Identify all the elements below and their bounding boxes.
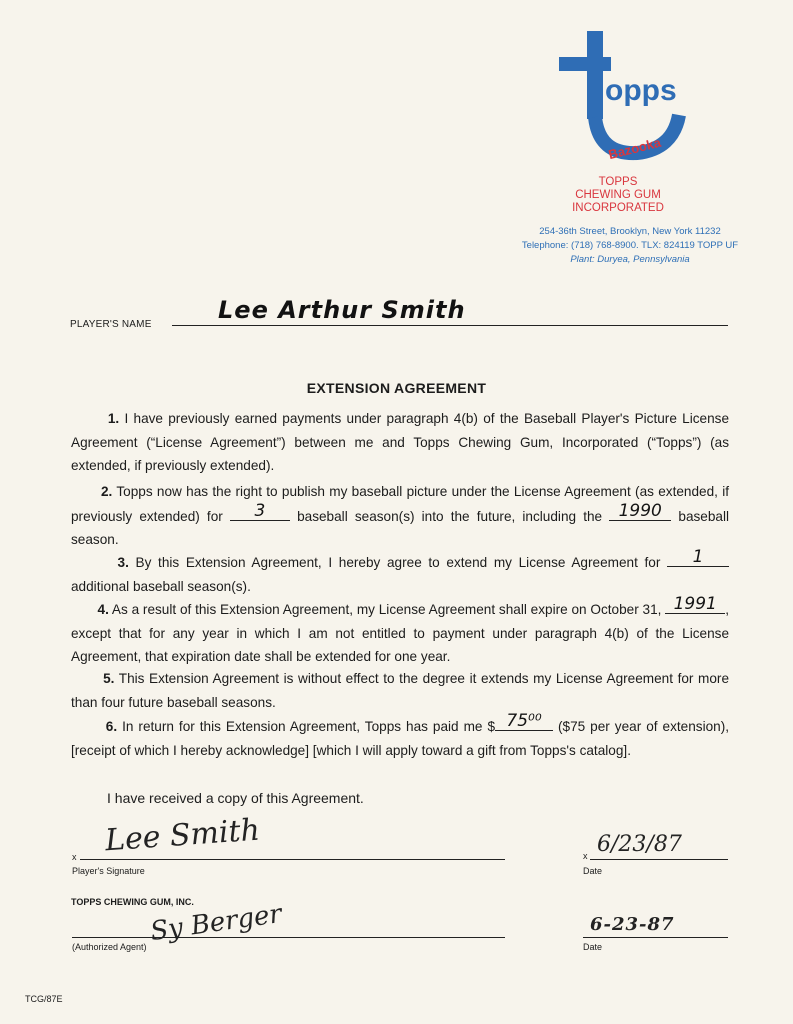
paragraph-4-text-b: , except that for any year in which I am not entitled to payment under paragraph 4(b) of the License Agreement, that expiration date shall be extended for one year. [71,602,730,664]
paragraph-2-text-b: baseball season(s) into the future, including the [297,508,603,524]
paragraph-3-text-a: By this Extension Agreement, I hereby agree to extend my License Agreement for [135,555,661,570]
receipt-statement: I have received a copy of this Agreement. [107,790,364,806]
agreement-title: EXTENSION AGREEMENT [306,380,487,396]
paragraph-1-text: I have previously earned payments under paragraph 4(b) of the Baseball Player's Picture License Agreement (“License Agreement”) between me and Topps Chewing Gum, Incorporated (“Topps”) (as extended, if previously extended). [71,411,729,473]
company-name-line-1: TOPPS [598,176,638,188]
logo-opps-text: opps [605,74,677,107]
authorized-agent-label: (Authorized Agent) [72,942,147,952]
agent-date-line[interactable] [583,937,728,938]
form-code: TCG/87E [25,994,63,1004]
paragraph-4-text-a: As a result of this Extension Agreement, my License Agreement shall expire on October 31, [111,602,662,617]
paragraph-3-number: 3. [117,555,129,570]
seasons-remaining-value: 3 [254,500,266,521]
player-signature-label: Player's Signature [72,866,145,876]
paragraph-5-text: This Extension Agreement is without effect to the degree it extends my License Agreement for more than four future baseball seasons. [71,671,730,710]
company-name-line-3: INCORPORATED [572,202,664,214]
company-signature-label: TOPPS CHEWING GUM, INC. [71,897,194,907]
company-telephone: Telephone: (718) 768-8900. TLX: 824119 TOPP UF [521,240,739,251]
paragraph-5-number: 5. [103,671,115,686]
paragraph-1-number: 1. [107,411,120,426]
topps-bazooka-logo [555,25,695,175]
agent-signature-handwritten: Sy Berger [148,898,284,948]
company-name-block [560,176,676,215]
paragraph-4 [71,594,730,669]
player-name-label: PLAYER'S NAME [70,319,152,330]
agent-signature-line[interactable] [72,937,505,938]
player-signature-handwritten: Lee Smith [103,812,261,859]
including-season-value: 1990 [618,500,662,521]
player-signature-line[interactable] [80,859,505,860]
player-name-line [172,325,728,326]
including-season-field [609,500,671,521]
company-name-line-2: CHEWING GUM [575,189,661,201]
agent-date-label: Date [583,942,603,952]
paragraph-3 [71,547,729,598]
player-date-label: Date [583,866,603,876]
player-date-x-mark: x [583,851,588,861]
paragraph-2-text-a: Topps now has the right to publish my baseball picture under the License Agreement (as extended, if previously extended) for [71,484,730,524]
additional-seasons-value: 1 [692,547,704,567]
paragraph-4-number: 4. [97,602,109,617]
company-plant: Plant: Duryea, Pennsylvania [570,254,690,265]
player-date-line[interactable] [590,859,728,860]
company-address: 254-36th Street, Brooklyn, New York 11232 [539,226,721,237]
agent-date-handwritten: 6-23-87 [590,914,675,935]
logo-bazooka-text: Bazooka [606,134,663,163]
paragraph-6-text-b: ($75 per year of extension), [receipt of which I hereby acknowledge] [which I will apply toward a gift from Topps's catalog]. [71,719,730,758]
paragraph-6 [71,711,730,762]
payment-amount-field [495,711,553,731]
player-name-handwritten: Lee Arthur Smith [218,296,466,324]
player-sign-x-mark: x [72,852,77,862]
paragraph-2-text-c: baseball season. [71,508,730,547]
additional-seasons-field [667,547,729,567]
paragraph-6-text-a: In return for this Extension Agreement, Topps has paid me $ [122,719,496,734]
expiration-year-field [665,594,725,614]
payment-amount-value: 75⁰⁰ [506,711,542,731]
paragraph-3-text-b: additional baseball season(s). [71,578,251,594]
expiration-year-value: 1991 [673,594,717,614]
paragraph-2 [71,480,729,552]
seasons-remaining-field [230,500,290,521]
paragraph-2-number: 2. [100,484,113,499]
paragraph-6-number: 6. [105,719,118,734]
player-date-handwritten: 6/23/87 [597,832,682,857]
paragraph-1 [71,407,729,478]
company-address-block [505,225,755,267]
paragraph-5 [71,667,729,714]
